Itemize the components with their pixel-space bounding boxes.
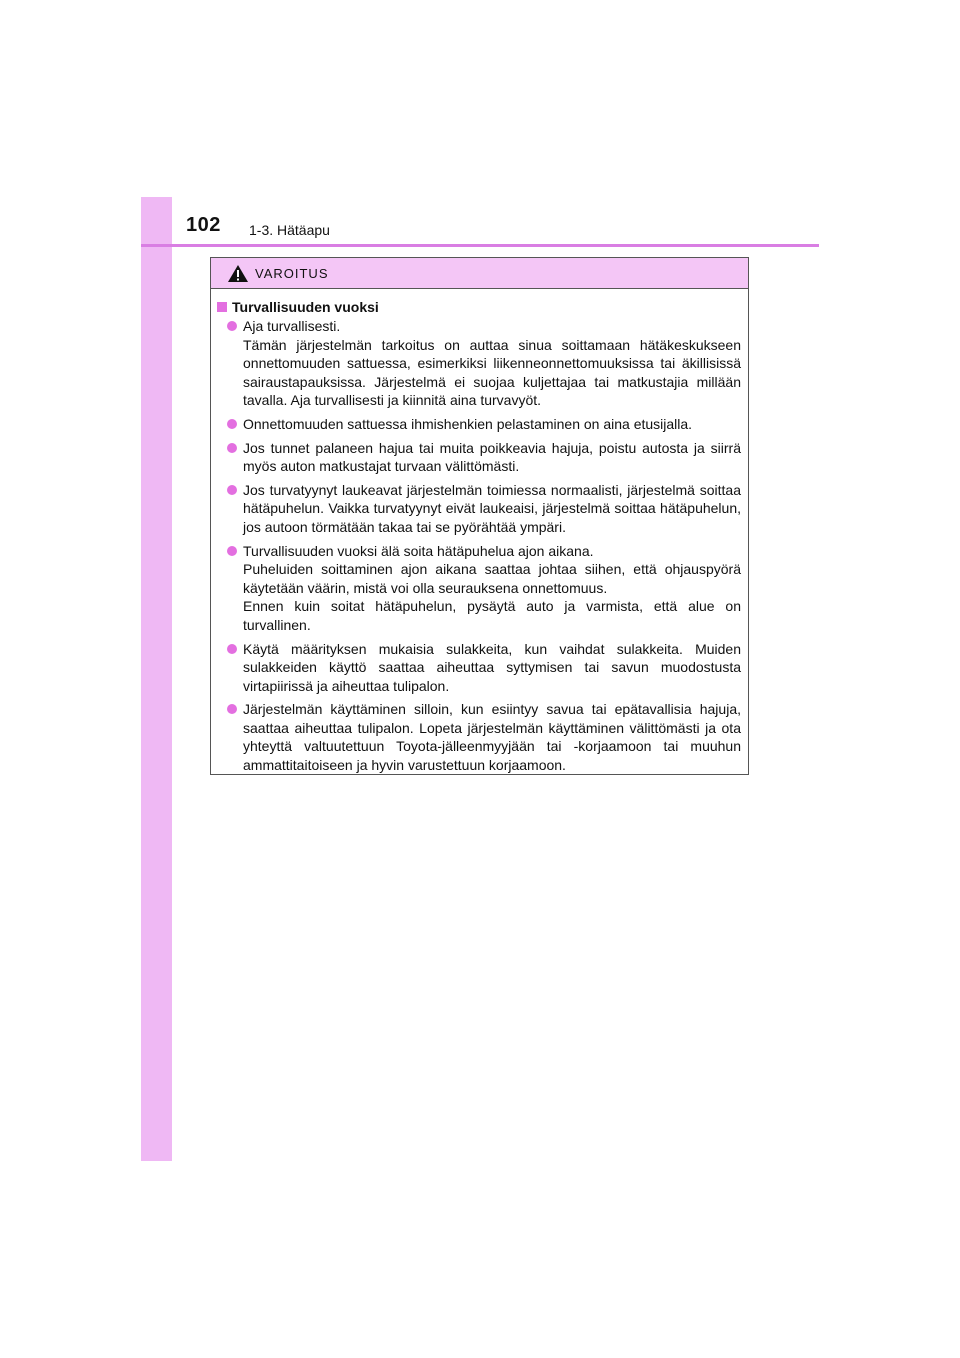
round-bullet-icon: [227, 443, 237, 453]
page-number: 102: [186, 214, 221, 236]
round-bullet-icon: [227, 644, 237, 654]
warning-label: VAROITUS: [255, 265, 329, 281]
list-item-text: Turvallisuuden vuoksi älä soita hätäpuhelua ajon aikana.: [243, 542, 594, 559]
header-rule: [141, 244, 819, 247]
section-title: 1-3. Hätäapu: [249, 222, 330, 238]
square-bullet-icon: [217, 302, 227, 312]
list-item: [215, 542, 741, 635]
list-item: [215, 640, 741, 696]
warning-body: [211, 289, 748, 775]
list-item-text: Käytä määrityksen mukaisia sulakkeita, kun vaihdat sulakkeita. Muiden sulakkeiden käyttö saattaa aiheuttaa syttymisen tai savun muodostusta virtapiirissä ja aiheuttaa tulipalon.: [243, 640, 741, 694]
round-bullet-icon: [227, 321, 237, 331]
list-item: [215, 439, 741, 476]
list-item: [215, 317, 741, 410]
warning-list: [215, 317, 741, 775]
list-item: [215, 700, 741, 774]
warning-box: [210, 257, 749, 775]
round-bullet-icon: [227, 704, 237, 714]
list-item: [215, 481, 741, 537]
list-item-text: Aja turvallisesti.: [243, 318, 341, 334]
list-item-text: Jos tunnet palaneen hajua tai muita poikkeavia hajuja, poistu autosta ja siirrä myös auton matkustajat turvaan välittömästi.: [243, 439, 741, 475]
topic-heading: [215, 299, 741, 315]
list-item-text: Järjestelmän käyttäminen silloin, kun esiintyy savua tai epätavallisia hajuja, saattaa aiheuttaa tulipalon. Lopeta järjestelmän käyttäminen välittömästi ja ota yhteyttä valtuutettuun Toyota-jälleenmyyjään tai -korjaamoon tai muuhun ammattitaitoiseen ja hyvin varustettuun korjaamoon.: [243, 701, 741, 774]
list-item: [215, 415, 741, 434]
list-item-text: Onnettomuuden sattuessa ihmishenkien pelastaminen on aina etusijalla.: [243, 415, 693, 432]
round-bullet-icon: [227, 419, 237, 429]
list-item-text: Puheluiden soittaminen ajon aikana saattaa johtaa siihen, että ohjauspyörä käytetään väärin, mistä voi olla seurauksena onnettomuus.: [243, 561, 741, 596]
list-item-text: Ennen kuin soitat hätäpuhelun, pysäytä auto ja varmista, että alue on turvallinen.: [243, 598, 741, 633]
side-band: [141, 197, 172, 1161]
round-bullet-icon: [227, 485, 237, 495]
round-bullet-icon: [227, 546, 237, 556]
list-item-text: Jos turvatyynyt laukeavat järjestelmän toimiessa normaalisti, järjestelmä soittaa hätäpuhelun. Vaikka turvatyynyt eivät laukeaisi, järjestelmä soittaa hätäpuhelun, jos autoon törmätään takaa tai se pyörähtää ympäri.: [243, 481, 741, 535]
list-item-text: Tämän järjestelmän tarkoitus on auttaa sinua soittamaan hätäkeskukseen onnettomuuden sattuessa, esimerkiksi liikenneonnettomuuksissa tai äkillisissä sairaustapauksissa. Järjestelmä ei suojaa kuljettajaa tai matkustajia millään tavalla. Aja turvallisesti ja kiinnitä aina turvavyöt.: [243, 336, 741, 409]
warning-header: [211, 258, 748, 289]
topic-heading-text: Turvallisuuden vuoksi: [232, 299, 379, 315]
warning-triangle-icon: [227, 264, 249, 283]
